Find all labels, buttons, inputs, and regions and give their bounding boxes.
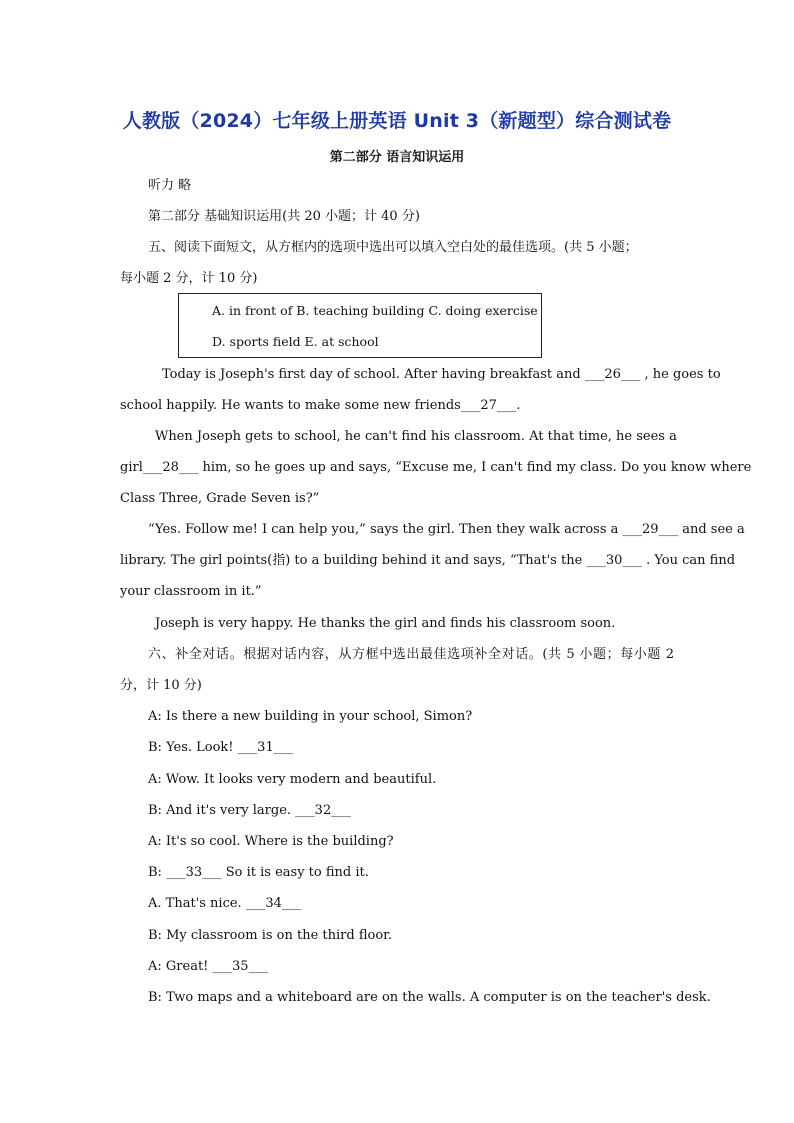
listening-note: 听力 略 (148, 178, 192, 193)
dialogue-line: B: Two maps and a whiteboard are on the walls. A computer is on the teacher's desk. (148, 990, 711, 1005)
passage-line: library. The girl points(指) to a building behind it and says, “That's the ___30___ . You can find (120, 553, 736, 568)
dialogue-line: A: Is there a new building in your school, Simon? (148, 709, 473, 724)
options-box (178, 293, 542, 358)
passage-line: “Yes. Follow me! I can help you,” says the girl. Then they walk across a ___29___ and see a (148, 522, 745, 537)
dialogue-line: A: Wow. It looks very modern and beautiful. (148, 772, 437, 787)
passage-line: Class Three, Grade Seven is?” (120, 491, 320, 506)
options-row-1: A. in front of B. teaching building C. doing exercise (212, 303, 538, 318)
dialogue-line: A: It's so cool. Where is the building? (148, 834, 394, 849)
dialogue-line: A: Great! ___35___ (148, 959, 269, 974)
passage-line: girl___28___ him, so he goes up and says, “Excuse me, I can't find my class. Do you know where (120, 460, 752, 475)
section-heading: 第二部分 语言知识运用 (329, 150, 465, 165)
section-5-instruction-line2: 每小题 2 分，计 10 分) (120, 271, 258, 286)
dialogue-line: B: ___33___ So it is easy to find it. (148, 865, 369, 880)
passage-line: Joseph is very happy. He thanks the girl and finds his classroom soon. (155, 616, 616, 631)
section-6-instruction-line2: 分，计 10 分) (120, 678, 202, 693)
dialogue-line: A. That's nice. ___34___ (148, 896, 302, 911)
passage-line: When Joseph gets to school, he can't find his classroom. At that time, he sees a (155, 429, 677, 444)
dialogue-line: B: And it's very large. ___32___ (148, 803, 351, 818)
passage-line: Today is Joseph's first day of school. After having breakfast and ___26___ , he goes to (162, 367, 721, 382)
options-row-2: D. sports field E. at school (212, 334, 379, 349)
passage-line: school happily. He wants to make some new friends___27___. (120, 398, 521, 413)
dialogue-line: B: My classroom is on the third floor. (148, 928, 393, 943)
section-5-instruction-line1: 五、阅读下面短文，从方框内的选项中选出可以填入空白处的最佳选项。(共 5 小题； (148, 240, 638, 255)
part-two-heading: 第二部分 基础知识运用(共 20 小题；计 40 分) (148, 209, 420, 224)
dialogue-line: B: Yes. Look! ___31___ (148, 740, 294, 755)
section-6-instruction-line1: 六、补全对话。根据对话内容，从方框中选出最佳选项补全对话。(共 5 小题；每小题 2 (148, 647, 674, 662)
document-title: 人教版（2024）七年级上册英语 Unit 3（新题型）综合测试卷 (122, 110, 672, 132)
passage-line: your classroom in it.” (120, 584, 262, 599)
